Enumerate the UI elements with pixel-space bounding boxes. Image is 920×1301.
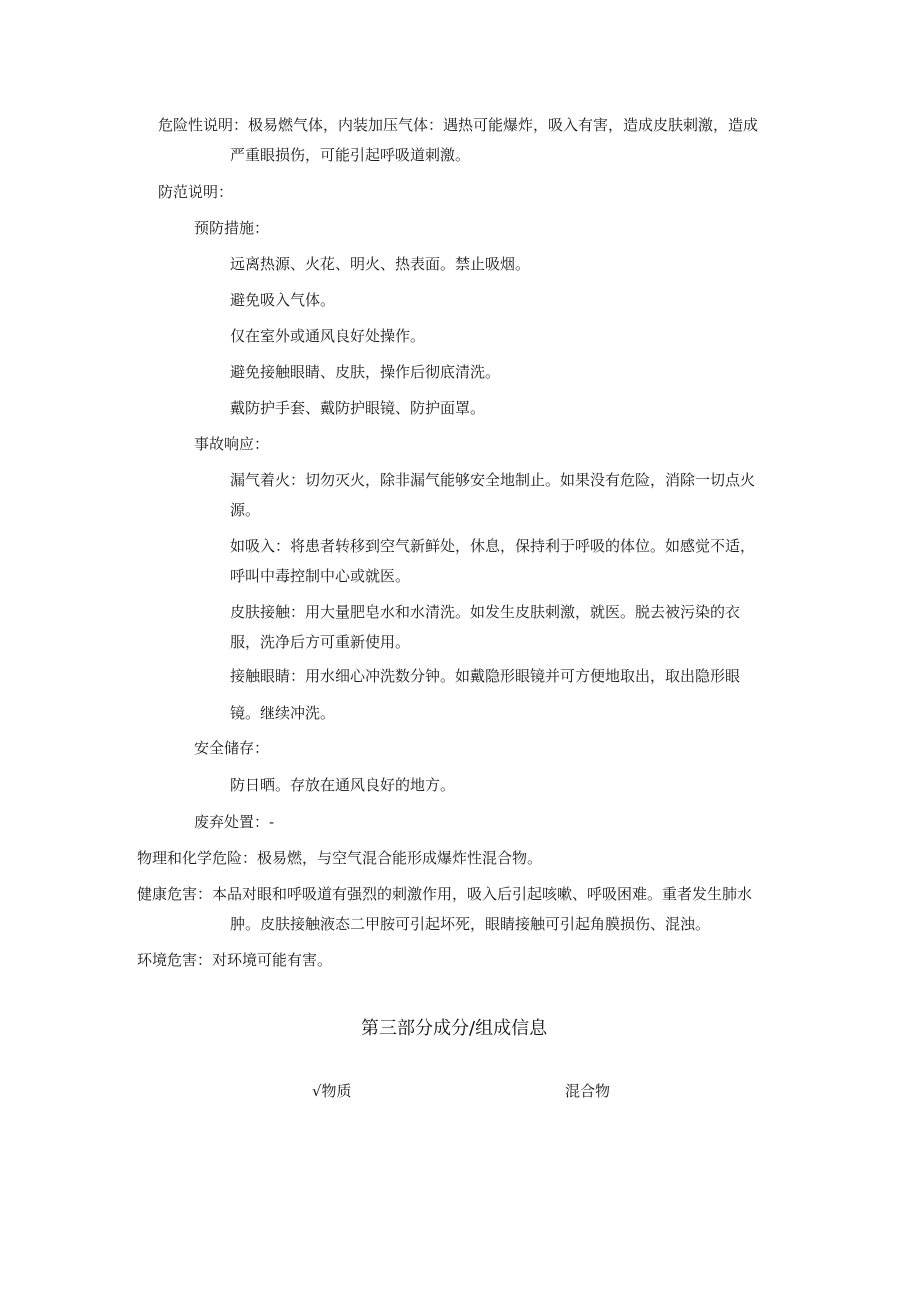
response-inhalation-line-2: 呼叫中毒控制中心或就医。 (230, 567, 411, 585)
environmental-hazard: 环境危害：对环境可能有害。 (137, 951, 333, 969)
storage-heading: 安全储存： (194, 739, 270, 757)
mixture-label: 混合物 (565, 1082, 611, 1100)
response-eyes-line-1: 接触眼睛：用水细心冲洗数分钟。如戴隐形眼镜并可方便地取出，取出隐形眼 (230, 667, 741, 685)
response-eyes-line-2: 镜。继续冲洗。 (230, 704, 336, 722)
response-skin-line-1: 皮肤接触：用大量肥皂水和水清洗。如发生皮肤刺激，就医。脱去被污染的衣 (230, 603, 741, 621)
response-inhalation-line-1: 如吸入：将患者转移到空气新鲜处，休息，保持利于呼吸的体位。如感觉不适， (230, 537, 756, 555)
hazard-statement-line-2: 严重眼损伤，可能引起呼吸道刺激。 (230, 146, 471, 164)
substance-label: √物质 (312, 1082, 352, 1100)
hazard-statement-line-1: 危险性说明：极易燃气体，内装加压气体：遇热可能爆炸，吸入有害，造成皮肤刺激，造成 (158, 116, 759, 134)
precaution-heading: 防范说明： (158, 183, 234, 201)
storage-text: 防日晒。存放在通风良好的地方。 (230, 776, 456, 794)
section-3-title: 第三部分成分/组成信息 (361, 1018, 548, 1039)
health-hazard-line-2: 肿。皮肤接触液态二甲胺可引起坏死，眼睛接触可引起角膜损伤、混浊。 (230, 915, 711, 933)
prevention-item: 避免接触眼睛、皮肤，操作后彻底清洗。 (230, 363, 501, 381)
disposal: 废弃处置：- (194, 813, 275, 831)
response-skin-line-2: 服，洗净后方可重新使用。 (230, 633, 411, 651)
physical-chemical-hazard: 物理和化学危险：极易燃，与空气混合能形成爆炸性混合物。 (137, 849, 543, 867)
prevention-item: 仅在室外或通风良好处操作。 (230, 327, 426, 345)
response-leak-fire-line-1: 漏气着火：切勿灭火，除非漏气能够安全地制止。如果没有危险，消除一切点火 (230, 471, 756, 489)
health-hazard-line-1: 健康危害：本品对眼和呼吸道有强烈的刺激作用，吸入后引起咳嗽、呼吸困难。重者发生肺水 (137, 885, 753, 903)
prevention-heading: 预防措施： (194, 219, 270, 237)
response-heading: 事故响应： (194, 435, 270, 453)
response-leak-fire-line-2: 源。 (230, 501, 261, 519)
prevention-item: 避免吸入气体。 (230, 291, 336, 309)
prevention-item: 远离热源、火花、明火、热表面。禁止吸烟。 (230, 255, 531, 273)
prevention-item: 戴防护手套、戴防护眼镜、防护面罩。 (230, 399, 486, 417)
